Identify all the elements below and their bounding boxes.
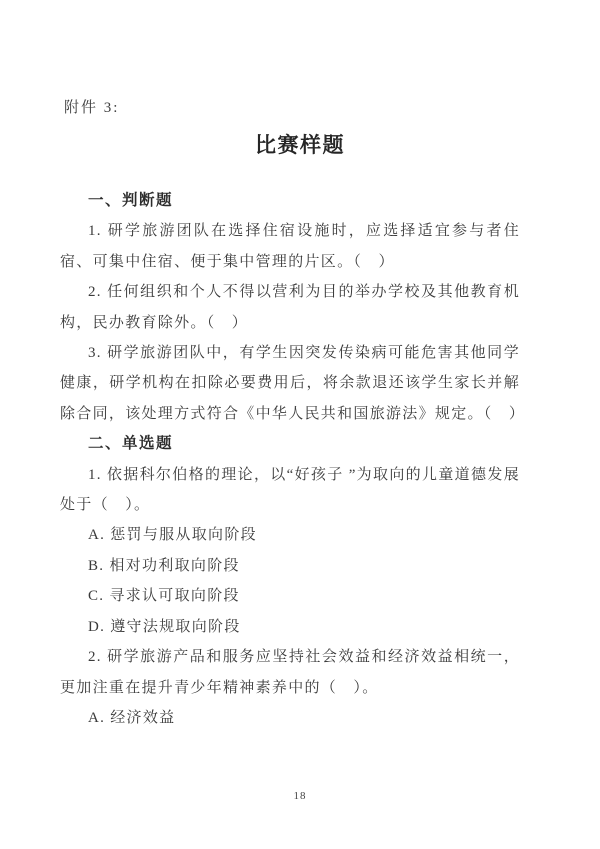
- single-choice-question-2: 2. 研学旅游产品和服务应坚持社会效益和经济效益相统一，更加注重在提升青少年精神素养中的（ ）。: [60, 649, 520, 696]
- attachment-label: 附件 3:: [64, 100, 120, 116]
- single-choice-question-1: 1. 依据科尔伯格的理论，以“好孩子 ”为取向的儿童道德发展处于（ ）。: [60, 466, 520, 514]
- question-2-option-a: A. 经济效益: [88, 709, 176, 726]
- question-1-option-d: D. 遵守法规取向阶段: [88, 618, 241, 635]
- section-heading-single-choice: 二、单选题: [88, 435, 174, 453]
- question-1-option-b: B. 相对功利取向阶段: [88, 557, 240, 574]
- true-false-question-2: 2. 任何组织和个人不得以营利为目的举办学校及其他教育机构，民办教育除外。（ ）: [60, 284, 520, 331]
- true-false-question-1: 1. 研学旅游团队在选择住宿设施时，应选择适宜参与者住宿、可集中住宿、便于集中管理的片区。（ ）: [60, 223, 520, 270]
- section-heading-true-false: 一、判断题: [88, 192, 174, 209]
- page-number: 18: [293, 790, 307, 802]
- page-title: 比赛样题: [255, 133, 345, 157]
- question-1-option-c: C. 寻求认可取向阶段: [88, 588, 240, 605]
- true-false-question-3: 3. 研学旅游团队中，有学生因突发传染病可能危害其他同学健康，研学机构在扣除必要费用后，将余款退还该学生家长并解除合同，该处理方式符合《中华人民共和国旅游法》规定。（ ）: [60, 345, 526, 422]
- question-1-option-a: A. 惩罚与服从取向阶段: [88, 527, 257, 544]
- document-body: [60, 186, 526, 733]
